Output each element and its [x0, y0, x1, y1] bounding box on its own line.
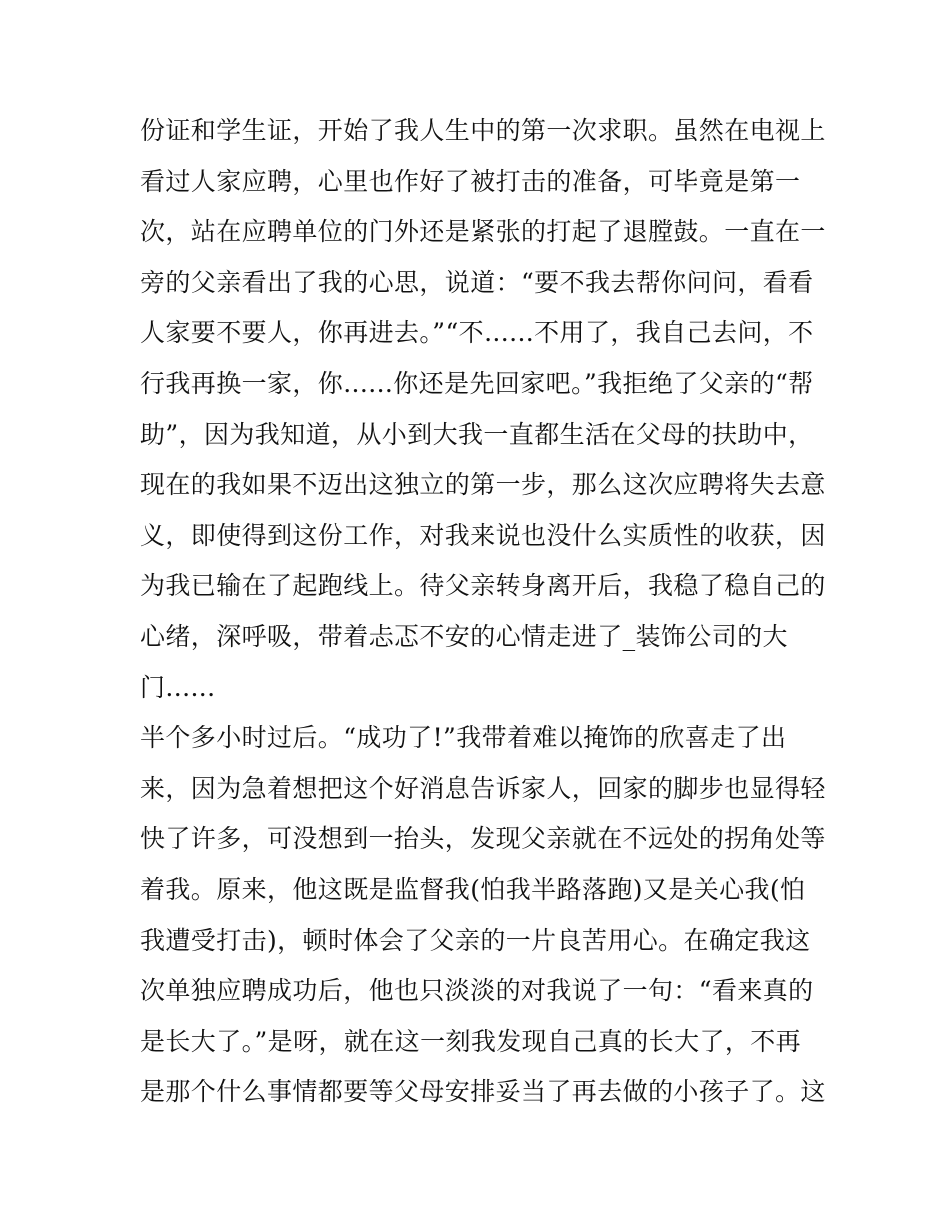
- text-line: 现在的我如果不迈出这独立的第一步，那么这次应聘将失去意: [140, 470, 826, 500]
- text-line: 义，即使得到这份工作，对我来说也没什么实质性的收获，因: [140, 520, 826, 550]
- text-line: 快了许多，可没想到一抬头，发现父亲就在不远处的拐角处等: [140, 824, 826, 854]
- text-line: 半个多小时过后。“成功了!”我带着难以掩饰的欣喜走了出: [140, 723, 787, 753]
- text-line: 来，因为急着想把这个好消息告诉家人，回家的脚步也显得轻: [140, 773, 826, 803]
- text-line: 旁的父亲看出了我的心思，说道：“要不我去帮你问问，看看: [140, 267, 814, 297]
- text-line: 为我已输在了起跑线上。待父亲转身离开后，我稳了稳自己的: [140, 571, 826, 601]
- text-line: 着我。原来，他这既是监督我(怕我半路落跑)又是关心我(怕: [140, 874, 806, 904]
- text-line: 助”，因为我知道，从小到大我一直都生活在父母的扶助中，: [140, 419, 814, 449]
- text-line: 人家要不要人，你再进去。”“不......不用了，我自己去问，不: [140, 318, 814, 348]
- text-line: 行我再换一家，你......你还是先回家吧。”我拒绝了父亲的“帮: [140, 368, 814, 398]
- text-line: 次单独应聘成功后，他也只淡淡的对我说了一句：“看来真的: [140, 976, 814, 1006]
- body-text: [140, 106, 830, 1118]
- text-line: 份证和学生证，开始了我人生中的第一次求职。虽然在电视上: [140, 116, 826, 145]
- text-line: 是那个什么事情都要等父母安排妥当了再去做的小孩子了。这: [140, 1077, 826, 1107]
- text-line: 次，站在应聘单位的门外还是紧张的打起了退膛鼓。一直在一: [140, 217, 826, 247]
- text-line: 看过人家应聘，心里也作好了被打击的准备，可毕竟是第一: [140, 166, 801, 196]
- text-line: 是长大了。”是呀，就在这一刻我发现自己真的长大了，不再: [140, 1026, 802, 1056]
- text-line: 心绪，深呼吸，带着忐忑不安的心情走进了_装饰公司的大: [140, 621, 788, 651]
- text-line: 我遭受打击)，顿时体会了父亲的一片良苦用心。在确定我这: [140, 925, 811, 955]
- text-line: 门......: [140, 672, 216, 702]
